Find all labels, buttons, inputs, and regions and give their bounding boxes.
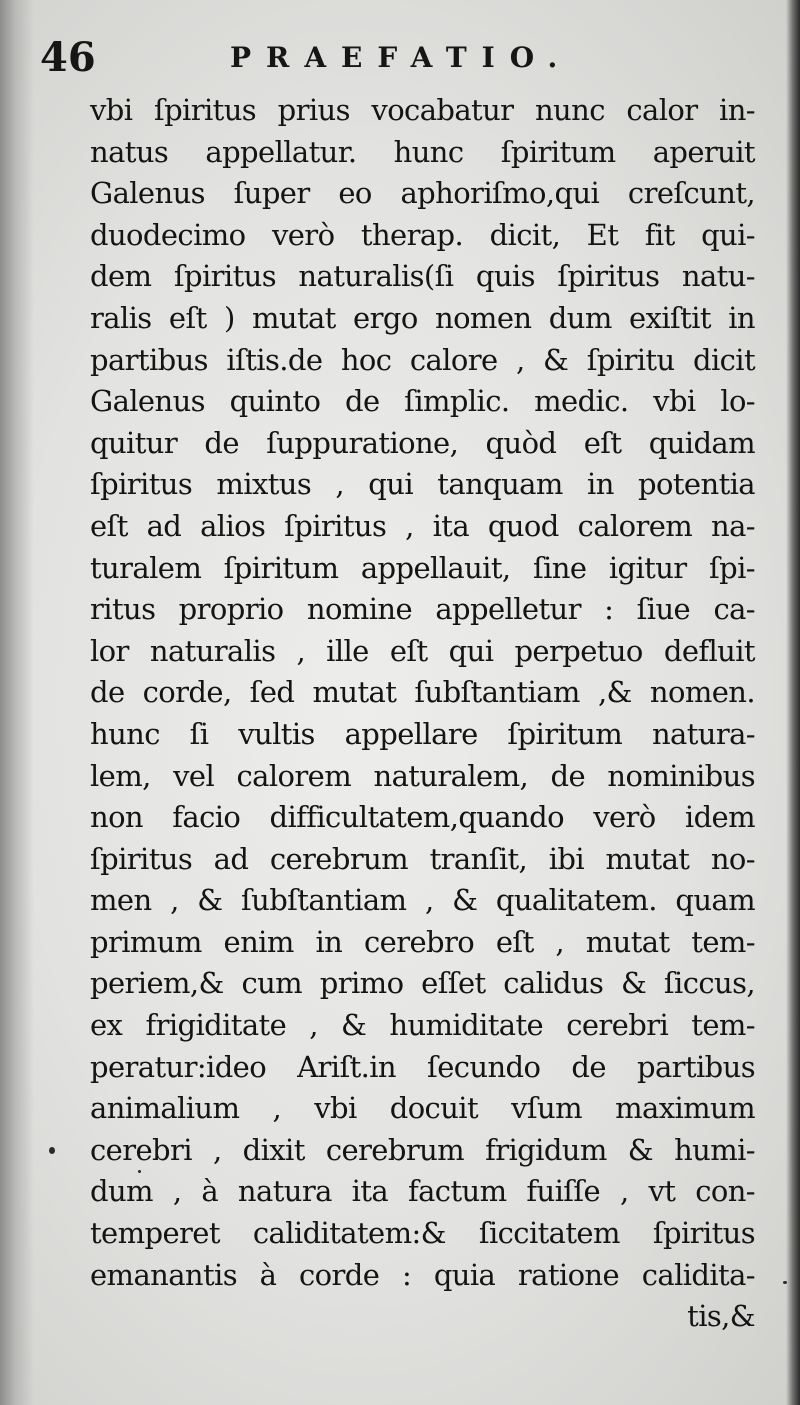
gutter-shadow xyxy=(0,0,34,1405)
text-line: ralis eſt ) mutat ergo nomen dum exiſtit in xyxy=(90,300,755,335)
text-line: dum , à natura ita factum fuiſſe , vt con- xyxy=(90,1174,755,1209)
text-line: ſpiritus mixtus , qui tanquam in potentia xyxy=(90,467,755,502)
text-line: non facio difficultatem,quando verò idem xyxy=(90,800,755,835)
text-line: ex frigiditate , & humiditate cerebri tem- xyxy=(90,1008,755,1043)
text-line: hunc ſi vultis appellare ſpiritum natura- xyxy=(90,716,755,751)
ink-speck xyxy=(138,1170,141,1173)
page-header xyxy=(40,30,740,86)
running-head: PRAEFATIO. xyxy=(230,41,573,74)
body-text xyxy=(90,90,755,1338)
text-line: ritus proprio nomine appelletur : ſiue ca- xyxy=(90,592,755,627)
text-line: de corde, ſed mutat ſubſtantiam ,& nomen. xyxy=(90,675,755,710)
text-line: lor naturalis , ille eſt qui perpetuo defluit xyxy=(90,633,755,668)
text-line: men , & ſubſtantiam , & qualitatem. quam xyxy=(90,883,755,918)
text-line: animalium , vbi docuit vſum maximum xyxy=(90,1091,755,1126)
page-edge xyxy=(786,0,800,1405)
ink-speck xyxy=(783,1281,787,1284)
text-line: Galenus quinto de ſimplic. medic. vbi lo- xyxy=(90,384,755,419)
text-line: tis,& xyxy=(687,1299,755,1334)
text-line: ſpiritus ad cerebrum tranſit, ibi mutat no- xyxy=(90,841,755,876)
text-line: eſt ad alios ſpiritus , ita quod calorem na- xyxy=(90,508,755,543)
text-line: quitur de ſuppuratione, quòd eſt quidam xyxy=(90,425,755,460)
text-line: temperet caliditatem:& ſiccitatem ſpiritus xyxy=(90,1216,755,1251)
text-line: turalem ſpiritum appellauit, ſine igitur ſpi- xyxy=(90,550,755,585)
text-line: periem,& cum primo eſſet calidus & ſiccus, xyxy=(90,966,755,1001)
text-line: natus appellatur. hunc ſpiritum aperuit xyxy=(90,134,755,169)
ink-speck xyxy=(49,1147,55,1154)
text-line: emanantis à corde : quia ratione calidita- xyxy=(90,1257,755,1292)
text-line: partibus iſtis.de hoc calore , & ſpiritu dicit xyxy=(90,342,755,377)
text-line: lem, vel calorem naturalem, de nominibus xyxy=(90,758,755,793)
text-line: cerebri , dixit cerebrum frigidum & humi- xyxy=(90,1132,755,1167)
page-number: 46 xyxy=(40,34,96,81)
text-line: dem ſpiritus naturalis(ſi quis ſpiritus natu- xyxy=(90,259,755,294)
text-line: peratur:ideo Ariſt.in ſecundo de partibus xyxy=(90,1049,755,1084)
text-line: duodecimo verò therap. dicit, Et fit qui- xyxy=(90,217,755,252)
text-line: vbi ſpiritus prius vocabatur nunc calor in- xyxy=(90,93,755,127)
text-line: Galenus ſuper eo aphoriſmo,qui creſcunt, xyxy=(90,176,755,211)
text-line: primum enim in cerebro eſt , mutat tem- xyxy=(90,924,755,959)
